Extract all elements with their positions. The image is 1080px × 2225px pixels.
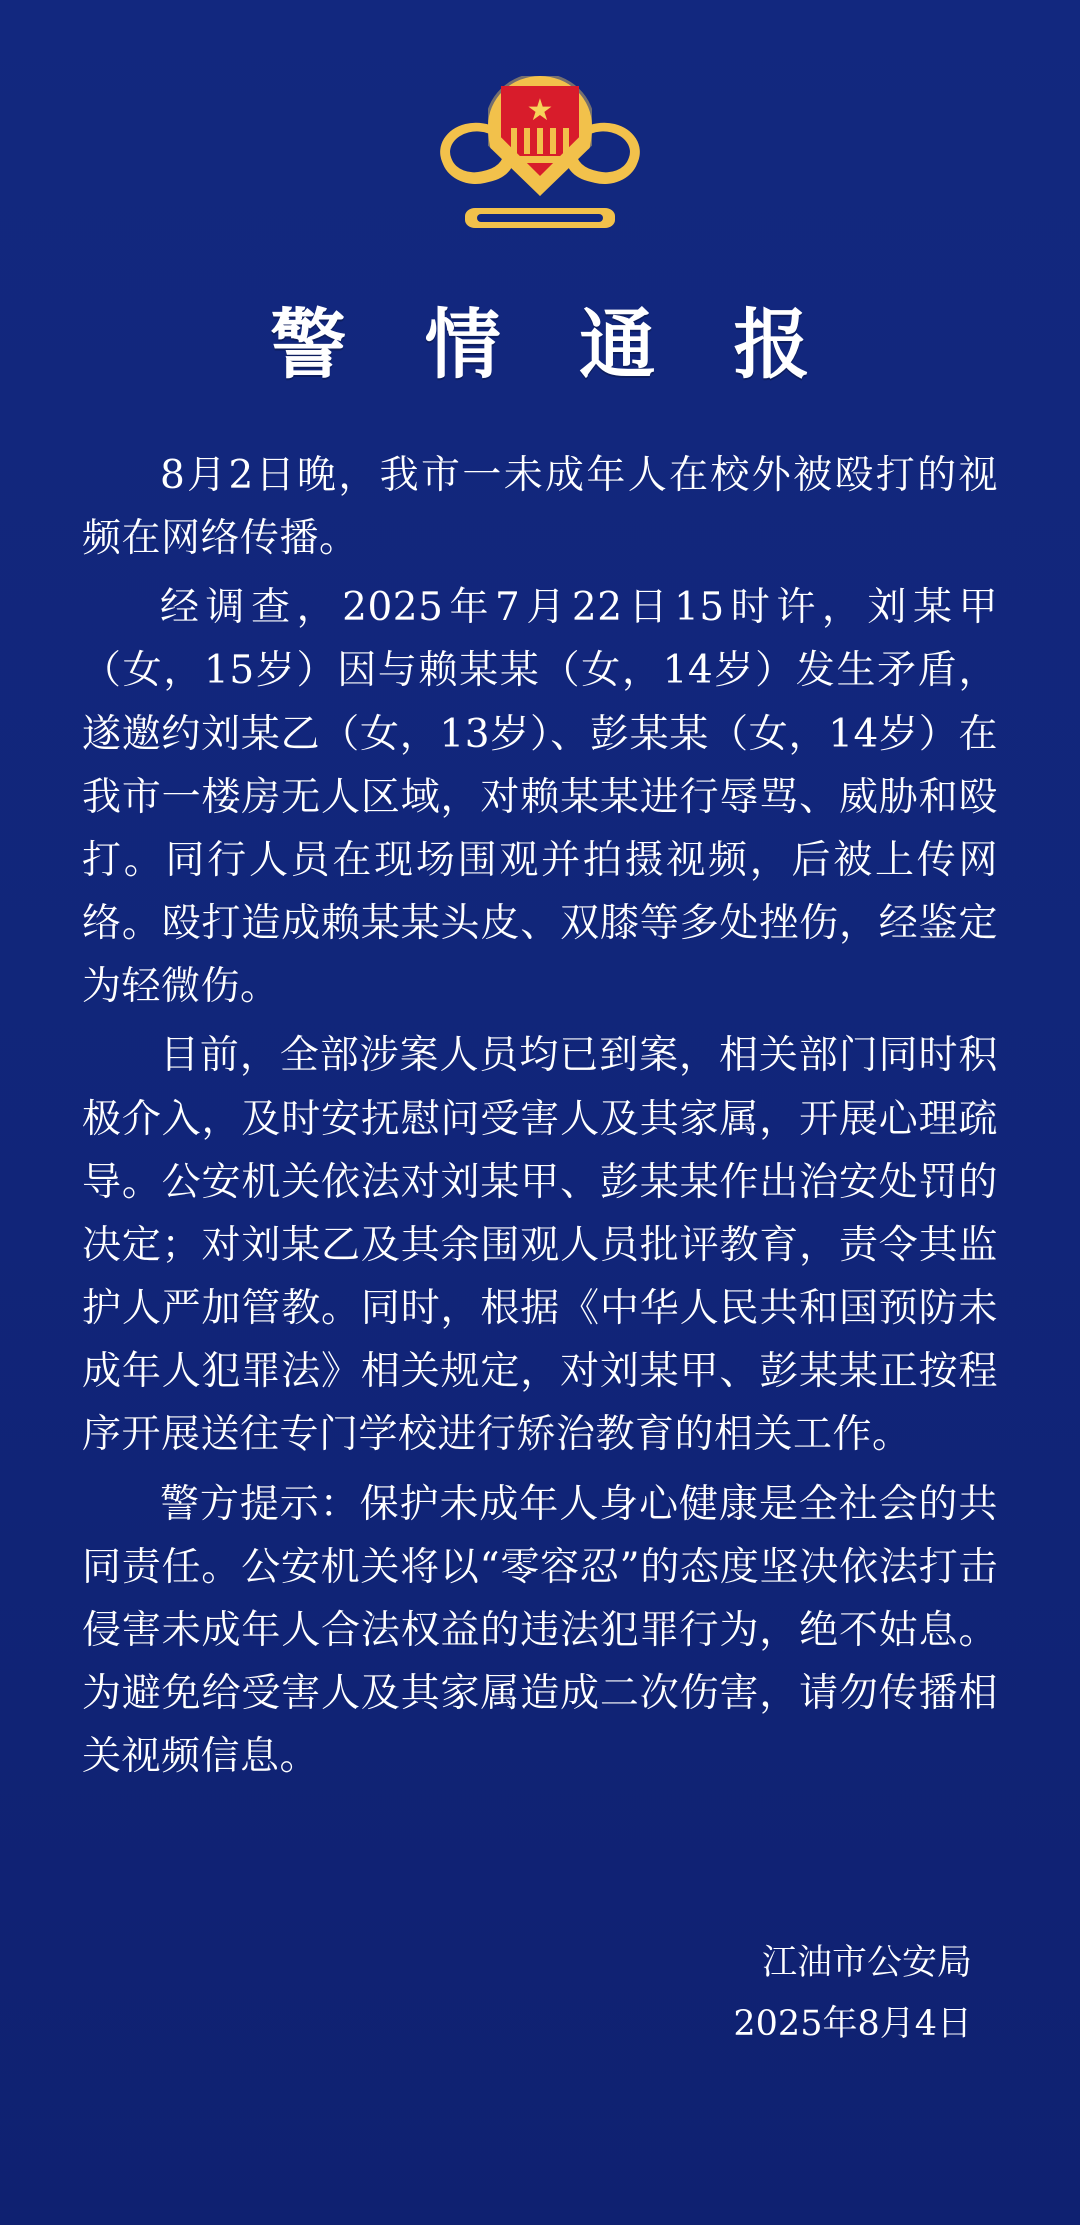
- page-title: 警 情 通 报: [270, 300, 836, 389]
- emblem-ribbon: [465, 208, 615, 228]
- notice-paragraph-2: 经调查，2025年7月22日15时许，刘某甲（女，15岁）因与赖某某（女，14岁）发生矛盾，遂邀约刘某乙（女，13岁）、彭某某（女，14岁）在我市一楼房无人区域，对赖某某进行辱骂、威胁和殴打。同行人员在现场围观并拍摄视频，后被上传网络。殴打造成赖某某头皮、双膝等多处挫伤，经鉴定为轻微伤。: [82, 585, 998, 1010]
- emblem-container: [60, 0, 1020, 260]
- signature-block: [733, 1933, 972, 2056]
- notice-paragraph-4: 警方提示：保护未成年人身心健康是全社会的共同责任。公安机关将以“零容忍”的态度坚决依法打击侵害未成年人合法权益的违法犯罪行为，绝不姑息。为避免给受害人及其家属造成二次伤害，请勿传播相关视频信息。: [82, 1481, 998, 1780]
- emblem-base: [505, 156, 575, 163]
- emblem-star-icon: ★: [526, 93, 554, 128]
- notice-body: [60, 444, 1020, 1789]
- notice-paragraph-3: 目前，全部涉案人员均已到案，相关部门同时积极介入，及时安抚慰问受害人及其家属，开展心理疏导。公安机关依法对刘某甲、彭某某作出治安处罚的决定；对刘某乙及其余围观人员批评教育，责令其监护人严加管教。同时，根据《中华人民共和国预防未成年人犯罪法》相关规定，对刘某甲、彭某某正按程序开展送往专门学校进行矫治教育的相关工作。: [82, 1033, 998, 1458]
- notice-paragraph-1: 8月2日晚，我市一未成年人在校外被殴打的视频在网络传播。: [82, 452, 998, 562]
- china-police-emblem-icon: [445, 70, 635, 230]
- emblem-gate-pillars: [511, 128, 569, 154]
- signature-date: 2025年8月4日: [733, 2003, 972, 2044]
- signature-organization: 江油市公安局: [761, 1942, 972, 1983]
